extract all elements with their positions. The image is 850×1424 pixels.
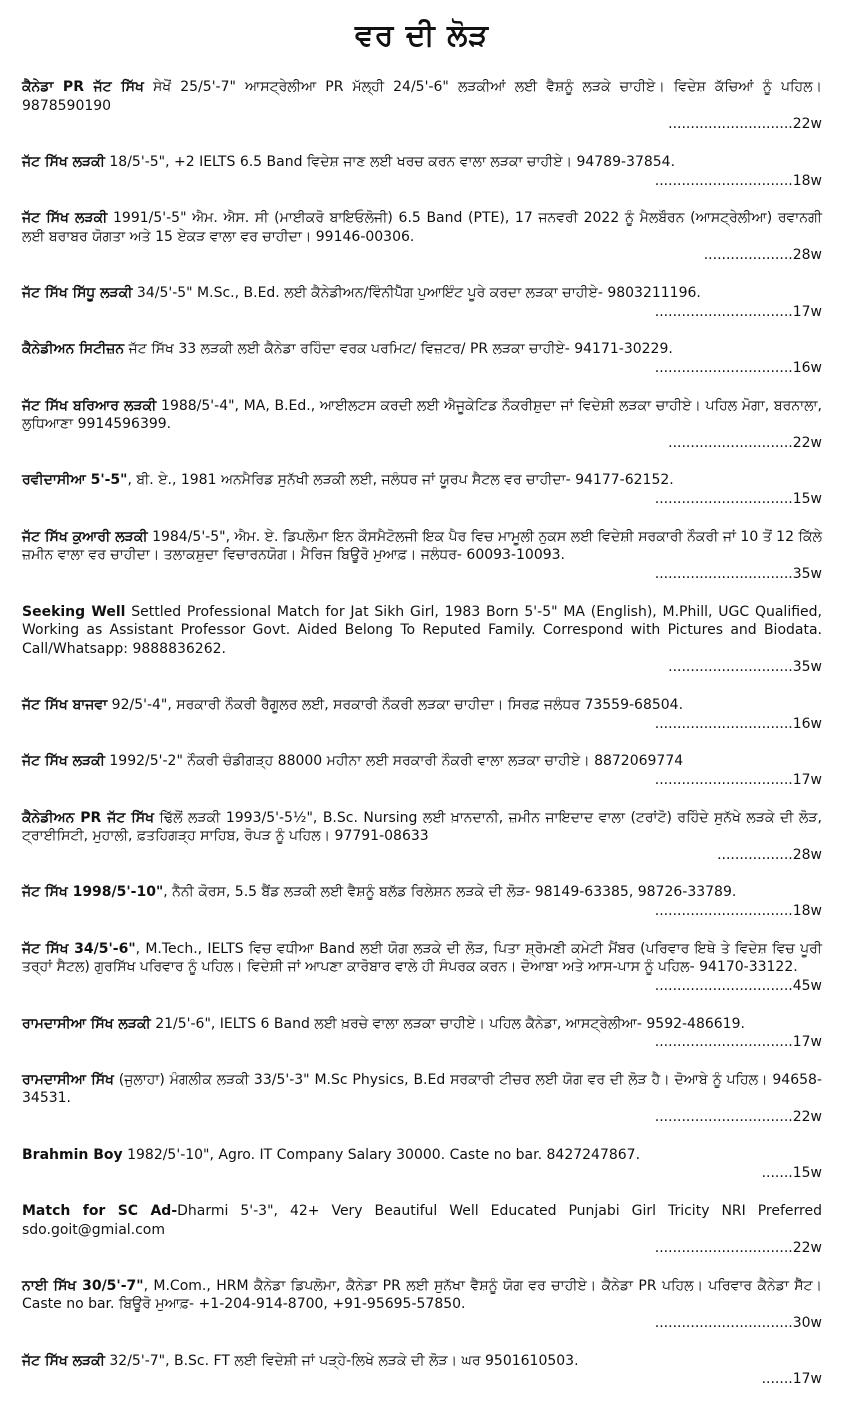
ad-price-code: ...............................35w [654, 565, 822, 582]
ad-lead: ਰਵੀਦਾਸੀਆ 5'-5" [22, 472, 128, 489]
ad-lead: ਜੱਟ ਸਿੱਖ ਕੁਆਰੀ ਲੜਕੀ [22, 528, 148, 545]
ad-lead: ਜੱਟ ਸਿੱਖ ਸਿੱਧੂ ਲੜਕੀ [22, 285, 133, 301]
ad-price-code: ...............................15w [654, 491, 822, 507]
ad-lead: ਕੈਨੇਡਾ PR ਜੱਟ ਸਿੱਖ [22, 79, 144, 95]
ad-entry [22, 1015, 822, 1052]
ad-body: 21/5'-6", IELTS 6 Band ਲਈ ਖ਼ਰਚੇ ਵਾਲਾ ਲੜਕਾ ਚਾਹੀਏ। ਪਹਿਲ ਕੈਨੇਡਾ, ਆਸਟ੍ਰੇਲੀਆ- 9592-486619. [150, 1015, 745, 1032]
ad-price-code: ...............................30w [654, 1315, 822, 1331]
ad-body: 1988/5'-4", MA, B.Ed., ਆਈਲਟਸ ਕਰਦੀ ਲਈ ਐਜੂਕੇਟਿਡ ਨੌਕਰੀਸ਼ੁਦਾ ਜਾਂ ਵਿਦੇਸ਼ੀ ਲੜਕਾ ਚਾਹੀਏ। ਪਹਿਲ ਮੋਗਾ, ਬਰਨਾਲਾ, ਲੁਧਿਆਣਾ 9914596399. [22, 397, 822, 433]
page-title: ਵਰ ਦੀ ਲੋੜ [354, 18, 490, 53]
ad-price-code: ...............................22w [654, 1109, 822, 1125]
ad-body: ਢਿੱਲੋਂ ਲੜਕੀ 1993/5'-5½", B.Sc. Nursing ਲਈ ਖ਼ਾਨਦਾਨੀ, ਜ਼ਮੀਨ ਜਾਇਦਾਦ ਵਾਲਾ (ਟਰਾਂਟੋ) ਰਹਿੰਦੇ ਸੁਨੱਖੇ ਲੜਕੇ ਦੀ ਲੋੜ, ਟ੍ਰਾਈਸਿਟੀ, ਮੁਹਾਲੀ, ਫ਼ਤਹਿਗੜ੍ਹ ਸਾਹਿਬ, ਰੋਪੜ ਨੂੰ ਪਹਿਲ। 97791-08633 [22, 809, 822, 845]
ad-price-code: ...............................22w [654, 1240, 822, 1257]
ad-lead: Match for SC Ad- [22, 1202, 178, 1219]
ad-body: Settled Professional Match for Jat Sikh Girl, 1983 Born 5'-5" MA (English), M.Phill, UGC Qualified, Working as Assistant Professor Govt. Aided Belong To Reputed Family. Correspond with Pictures and Biodata. Call/Whatsapp: 9888836262. [22, 603, 822, 657]
ad-text [22, 471, 822, 490]
ad-entry [22, 1202, 822, 1258]
ad-body: , ਨੈਨੀ ਕੋਰਸ, 5.5 ਬੈਂਡ ਲੜਕੀ ਲਈ ਵੈਸ਼ਨੂੰ ਬਲੱਡ ਰਿਲੇਸ਼ਨ ਲੜਕੇ ਦੀ ਲੋੜ- 98149-63385, 98726-33789. [163, 884, 737, 901]
ad-text [22, 1146, 822, 1165]
ad-entry [22, 471, 822, 508]
ad-price-code: ...............................17w [654, 771, 822, 788]
ad-price-code: ....................28w [703, 247, 822, 264]
ad-price-code: ...............................16w [654, 715, 822, 732]
ad-entry [22, 603, 822, 678]
ad-price-code: ...............................16w [654, 359, 822, 376]
ad-price-code: ...............................18w [654, 903, 822, 919]
ad-body: 1984/5'-5", ਐਮ. ਏ. ਡਿਪਲੋਮਾ ਇਨ ਕੌਸਮੈਟੋਲਜੀ ਇਕ ਪੈਰ ਵਿਚ ਮਾਮੂਲੀ ਨੁਕਸ ਲਈ ਵਿਦੇਸ਼ੀ ਸਰਕਾਰੀ ਨੌਕਰੀ ਜਾਂ 10 ਤੋਂ 12 ਕਿੱਲੇ ਜ਼ਮੀਨ ਵਾਲਾ ਵਰ ਚਾਹੀਦਾ। ਤਲਾਕਸ਼ੁਦਾ ਵਿਚਾਰਨਯੋਗ। ਮੈਰਿਜ ਬਿਊਰੋ ਮੁਆਫ਼। ਜਲੰਧਰ- 60093-10093. [22, 528, 822, 564]
ad-lead: ਜੱਟ ਸਿੱਖ ਲੜਕੀ [22, 753, 105, 770]
ad-text [22, 1015, 822, 1034]
ad-text [22, 696, 822, 715]
ad-body: , M.Tech., IELTS ਵਿਚ ਵਧੀਆ Band ਲਈ ਯੋਗ ਲੜਕੇ ਦੀ ਲੋੜ, ਪਿਤਾ ਸ਼੍ਰੋਮਣੀ ਕਮੇਟੀ ਮੈਂਬਰ (ਪਰਿਵਾਰ ਇਥੇ ਤੇ ਵਿਦੇਸ਼ ਵਿਚ ਪੂਰੀ ਤਰ੍ਹਾਂ ਸੈਟਲ) ਗੁਰਸਿੱਖ ਪਰਿਵਾਰ ਨੂੰ ਪਹਿਲ। ਵਿਦੇਸ਼ੀ ਜਾਂ ਆਪਣਾ ਕਾਰੋਬਾਰ ਵਾਲੇ ਹੀ ਸੰਪਰਕ ਕਰਨ। ਦੋਆਬਾ ਅਤੇ ਆਸ-ਪਾਸ ਨੂੰ ਪਹਿਲ- 94170-33122. [22, 940, 822, 976]
ad-entry [22, 209, 822, 265]
ad-body: , ਬੀ. ਏ., 1981 ਅਨਮੈਰਿਡ ਸੁਨੱਖੀ ਲੜਕੀ ਲਈ, ਜਲੰਧਰ ਜਾਂ ਯੂਰਪ ਸੈਟਲ ਵਰ ਚਾਹੀਦਾ- 94177-62152. [127, 472, 674, 489]
ad-text [22, 1352, 822, 1371]
ad-lead: ਰਾਮਦਾਸੀਆ ਸਿੱਖ ਲੜਕੀ [22, 1015, 151, 1032]
ad-text [22, 397, 822, 434]
ad-entry [22, 752, 822, 789]
ad-price-code: ............................22w [668, 434, 822, 451]
ad-lead: ਜੱਟ ਸਿੱਖ 1998/5'-10" [22, 884, 164, 901]
ad-body: ਸੇਖੋਂ 25/5'-7" ਆਸਟ੍ਰੇਲੀਆ PR ਮੱਲ੍ਹੀ 24/5'-6" ਲੜਕੀਆਂ ਲਈ ਵੈਸ਼ਨੂੰ ਲੜਕੇ ਚਾਹੀਏ। ਵਿਦੇਸ਼ ਕੱਚਿਆਂ ਨੂੰ ਪਹਿਲ। 9878590190 [22, 79, 822, 114]
ad-lead: ਜੱਟ ਸਿੱਖ ਬਰਿਆਰ ਲੜਕੀ [22, 397, 157, 414]
ad-lead: Brahmin Boy [22, 1146, 123, 1163]
ad-entry [22, 940, 822, 996]
ad-price-code: .......15w [761, 1165, 822, 1182]
ad-price-code: ...............................17w [654, 303, 822, 320]
ad-lead: ਜੱਟ ਸਿੱਖ ਲੜਕੀ [22, 153, 105, 170]
ad-text [22, 528, 822, 565]
ad-text [22, 78, 822, 115]
ad-price-code: .................28w [717, 846, 822, 863]
ad-lead: Seeking Well [22, 603, 126, 620]
ad-entry [22, 696, 822, 733]
ad-entry [22, 1277, 822, 1333]
ad-lead: ਨਾਈ ਸਿੱਖ 30/5'-7" [22, 1277, 144, 1294]
ad-text [22, 1277, 822, 1314]
ad-body: 1991/5'-5" ਐਮ. ਐਸ. ਸੀ (ਮਾਈਕਰੋ ਬਾਇਓਲੋਜੀ) 6.5 Band (PTE), 17 ਜਨਵਰੀ 2022 ਨੂੰ ਮੈਲਬੌਰਨ (ਆਸਟ੍ਰੇਲੀਆ) ਰਵਾਨਗੀ ਲਈ ਬਰਾਬਰ ਯੋਗਤਾ ਅਤੇ 15 ਏਕੜ ਵਾਲਾ ਵਰ ਚਾਹੀਦਾ। 99146-00306. [22, 210, 822, 245]
ad-lead: ਕੈਨੇਡੀਅਨ ਸਿਟੀਜ਼ਨ [22, 341, 125, 358]
ad-entry [22, 809, 822, 865]
ad-text [22, 1071, 822, 1108]
ad-body: ਜੱਟ ਸਿੱਖ 33 ਲੜਕੀ ਲਈ ਕੈਨੇਡਾ ਰਹਿੰਦਾ ਵਰਕ ਪਰਮਿਟ/ ਵਿਜ਼ਟਰ/ PR ਲੜਕਾ ਚਾਹੀਏ- 94171-30229. [124, 341, 673, 358]
ad-entry [22, 1071, 822, 1127]
ad-body: , M.Com., HRM ਕੈਨੇਡਾ ਡਿਪਲੋਮਾ, ਕੈਨੇਡਾ PR ਲਈ ਸੁਨੱਖਾ ਵੈਸ਼ਨੂੰ ਯੋਗ ਵਰ ਚਾਹੀਏ। ਕੈਨੇਡਾ PR ਪਹਿਲ। ਪਰਿਵਾਰ ਕੈਨੇਡਾ ਸੈੱਟ। Caste no bar. ਬਿਊਰੋ ਮੁਆਫ਼- +1-204-914-8700, +91-95695-57850. [22, 1277, 822, 1313]
ad-lead: ਜੱਟ ਸਿੱਖ 34/5'-6" [22, 940, 136, 957]
ad-text [22, 340, 822, 359]
ad-body: 1982/5'-10", Agro. IT Company Salary 30000. Caste no bar. 8427247867. [122, 1146, 641, 1163]
ad-text [22, 603, 822, 659]
ad-text [22, 284, 822, 303]
ad-price-code: ............................35w [668, 659, 822, 676]
ad-text [22, 752, 822, 771]
ad-price-code: .......17w [761, 1371, 822, 1388]
ad-price-code: ............................22w [668, 116, 822, 133]
ad-lead: ਕੈਨੇਡੀਅਨ PR ਜੱਟ ਸਿੱਖ [22, 809, 154, 826]
ad-text [22, 1202, 822, 1239]
ad-entry [22, 528, 822, 584]
ad-lead: ਜੱਟ ਸਿੱਖ ਬਾਜਵਾ [22, 697, 108, 713]
ad-body: (ਜੁਲਾਹਾ) ਮੰਗਲੀਕ ਲੜਕੀ 33/5'-3" M.Sc Physics, B.Ed ਸਰਕਾਰੀ ਟੀਚਰ ਲਈ ਯੋਗ ਵਰ ਦੀ ਲੋੜ ਹੈ। ਦੋਆਬੇ ਨੂੰ ਪਹਿਲ। 94658-34531. [22, 1071, 822, 1107]
ad-price-code: ...............................17w [654, 1034, 822, 1051]
ad-body: 34/5'-5" M.Sc., B.Ed. ਲਈ ਕੈਨੇਡੀਅਨ/ਵਿੰਨੀਪੈੱਗ ਪੁਆਇੰਟ ਪੂਰੇ ਕਰਦਾ ਲੜਕਾ ਚਾਹੀਏ- 9803211196. [132, 285, 701, 301]
ad-lead: ਜੱਟ ਸਿੱਖ ਲੜਕੀ [22, 1352, 105, 1369]
ad-entry [22, 78, 822, 134]
ad-body: 92/5'-4", ਸਰਕਾਰੀ ਨੌਕਰੀ ਰੈਗੂਲਰ ਲਈ, ਸਰਕਾਰੀ ਨੌਕਰੀ ਲੜਕਾ ਚਾਹੀਦਾ। ਸਿਰਫ਼ ਜਲੰਧਰ 73559-68504. [107, 697, 684, 713]
ad-entry [22, 340, 822, 377]
ad-entry [22, 284, 822, 321]
ad-text [22, 940, 822, 977]
ad-price-code: ...............................18w [654, 172, 822, 189]
ad-text [22, 883, 822, 902]
ad-entry [22, 883, 822, 920]
ad-entry [22, 397, 822, 453]
ad-body: 32/5'-7", B.Sc. FT ਲਈ ਵਿਦੇਸ਼ੀ ਜਾਂ ਪੜ੍ਹੇ-ਲਿਖੇ ਲੜਕੇ ਦੀ ਲੋੜ। ਘਰ 9501610503. [104, 1352, 579, 1369]
ad-body: 1992/5'-2" ਨੌਕਰੀ ਚੰਡੀਗੜ੍ਹ 88000 ਮਹੀਨਾ ਲਈ ਸਰਕਾਰੀ ਨੌਕਰੀ ਵਾਲਾ ਲੜਕਾ ਚਾਹੀਏ। 8872069774 [104, 753, 684, 770]
ad-body: 18/5'-5", +2 IELTS 6.5 Band ਵਿਦੇਸ਼ ਜਾਣ ਲਈ ਖਰਚ ਕਰਨ ਵਾਲਾ ਲੜਕਾ ਚਾਹੀਏ। 94789-37854. [104, 153, 676, 170]
ad-text [22, 209, 822, 246]
ad-lead: ਜੱਟ ਸਿੱਖ ਲੜਕੀ [22, 210, 108, 227]
ad-entry [22, 1352, 822, 1389]
ad-entry [22, 153, 822, 190]
ad-entry [22, 1146, 822, 1183]
ad-body: Dharmi 5'-3", 42+ Very Beautiful Well Educated Punjabi Girl Tricity NRI Preferred sdo.goit@gmial.com [22, 1202, 822, 1238]
ad-text [22, 809, 822, 846]
ad-price-code: ...............................45w [654, 977, 822, 994]
ad-text [22, 153, 822, 172]
ads-list [22, 78, 822, 1389]
ad-lead: ਰਾਮਦਾਸੀਆ ਸਿੱਖ [22, 1071, 114, 1088]
